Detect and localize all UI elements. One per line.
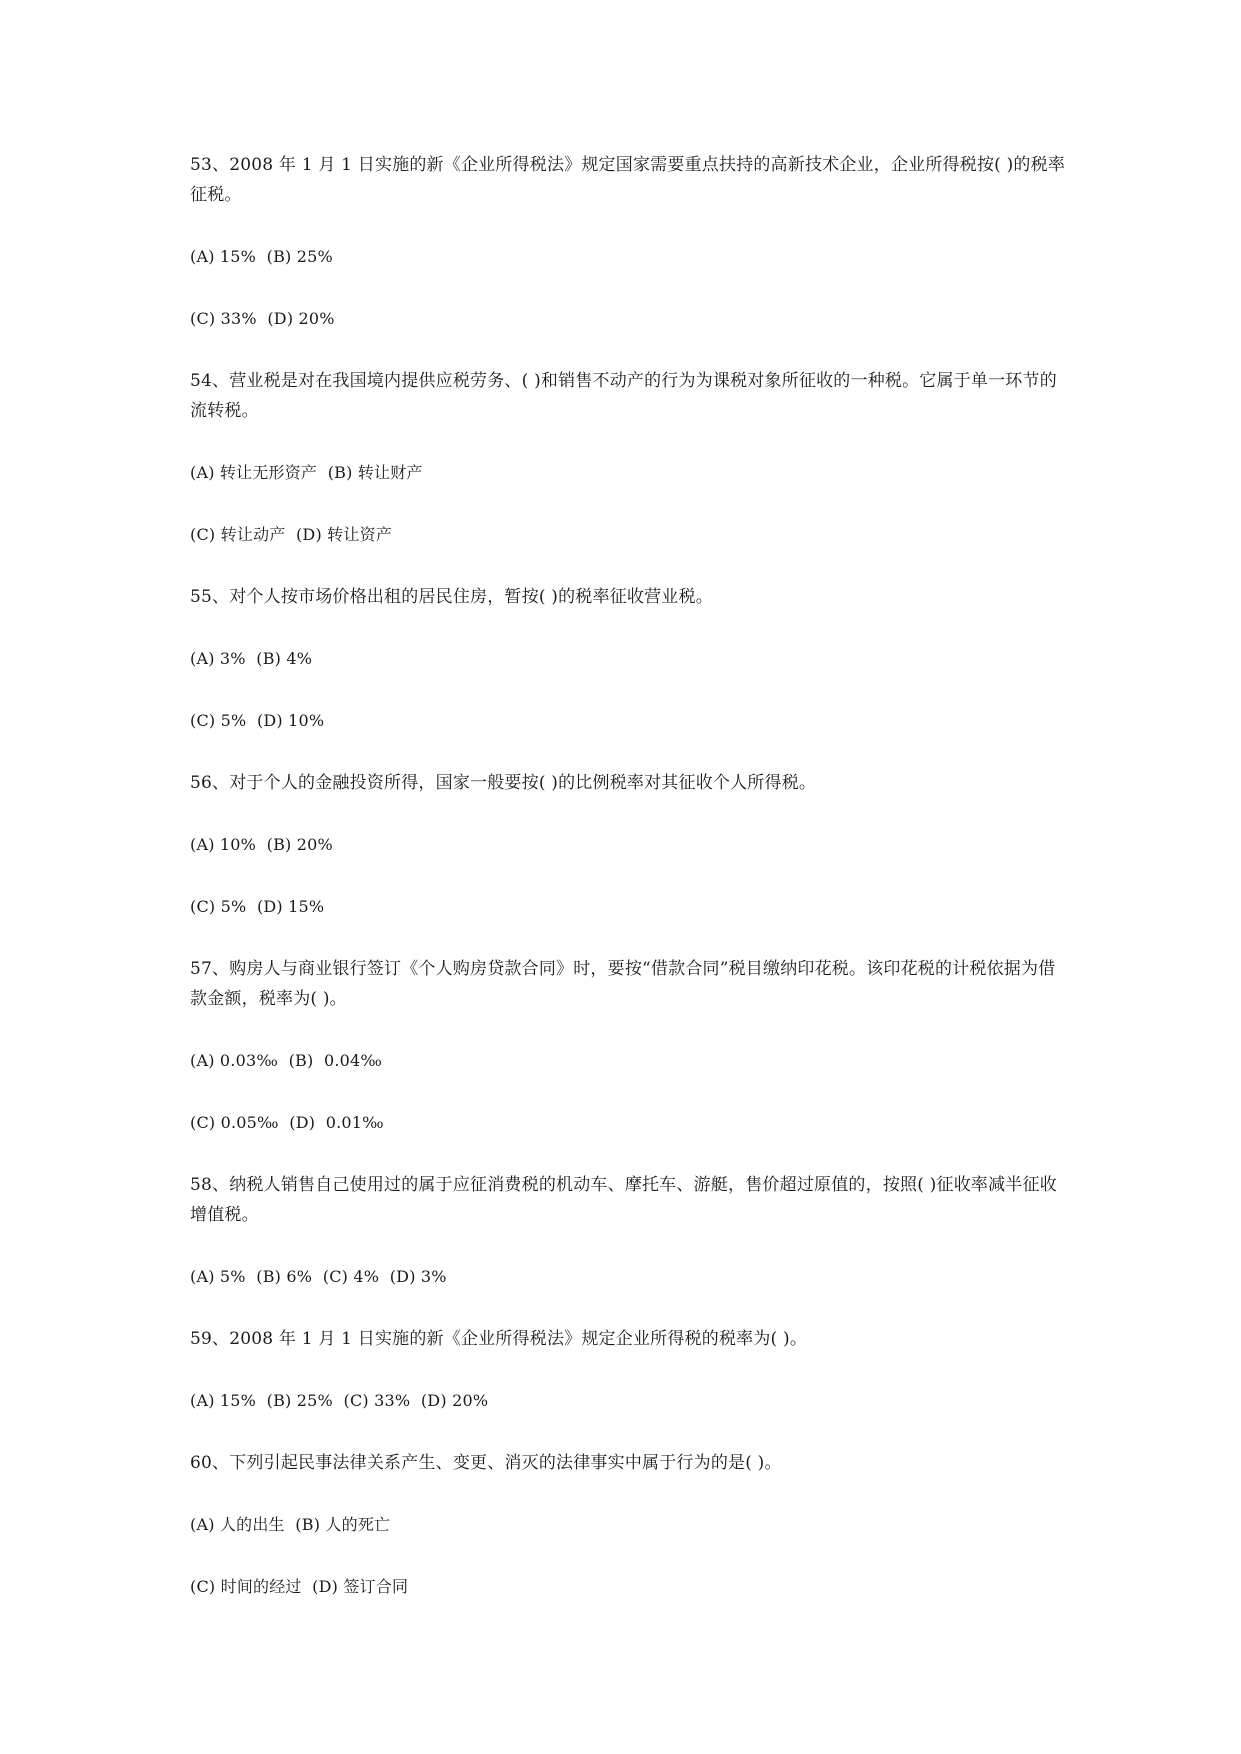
- answer-options: (C) 5% (D) 10%: [190, 711, 325, 730]
- answer-options: (A) 3% (B) 4%: [190, 649, 313, 668]
- answer-options: (C) 0.05‰ (D) 0.01‰: [190, 1113, 384, 1132]
- question-text: 58、纳税人销售自己使用过的属于应征消费税的机动车、摩托车、游艇，售价超过原值的，按照( )征收率减半征收增值税。: [190, 1175, 1057, 1225]
- question-text: 59、2008 年 1 月 1 日实施的新《企业所得税法》规定企业所得税的税率为( )。: [190, 1329, 808, 1349]
- question-text: 54、营业税是对在我国境内提供应税劳务、( )和销售不动产的行为为课税对象所征收的一种税。它属于单一环节的流转税。: [190, 371, 1057, 421]
- document-page: [190, 150, 1070, 1634]
- question-text: 55、对个人按市场价格出租的居民住房，暂按( )的税率征收营业税。: [190, 587, 713, 607]
- answer-options: (C) 33% (D) 20%: [190, 309, 335, 328]
- question-list: [190, 150, 1070, 1602]
- question-text: 57、购房人与商业银行签订《个人购房贷款合同》时，要按“借款合同”税目缴纳印花税。该印花税的计税依据为借款金额，税率为( )。: [190, 959, 1056, 1009]
- question-text: 53、2008 年 1 月 1 日实施的新《企业所得税法》规定国家需要重点扶持的高新技术企业，企业所得税按( )的税率征税。: [190, 155, 1066, 205]
- answer-options: (A) 15% (B) 25%: [190, 247, 333, 266]
- answer-options: (A) 0.03‰ (B) 0.04‰: [190, 1051, 383, 1070]
- question-text: 60、下列引起民事法律关系产生、变更、消灭的法律事实中属于行为的是( )。: [190, 1453, 782, 1473]
- answer-options: (A) 5% (B) 6% (C) 4% (D) 3%: [190, 1267, 447, 1286]
- answer-options: (A) 15% (B) 25% (C) 33% (D) 20%: [190, 1391, 489, 1410]
- answer-options: (C) 时间的经过 (D) 签订合同: [190, 1577, 409, 1596]
- answer-options: (A) 人的出生 (B) 人的死亡: [190, 1515, 391, 1534]
- answer-options: (A) 转让无形资产 (B) 转让财产: [190, 463, 423, 482]
- answer-options: (A) 10% (B) 20%: [190, 835, 333, 854]
- answer-options: (C) 5% (D) 15%: [190, 897, 325, 916]
- question-text: 56、对于个人的金融投资所得，国家一般要按( )的比例税率对其征收个人所得税。: [190, 773, 817, 793]
- answer-options: (C) 转让动产 (D) 转让资产: [190, 525, 392, 544]
